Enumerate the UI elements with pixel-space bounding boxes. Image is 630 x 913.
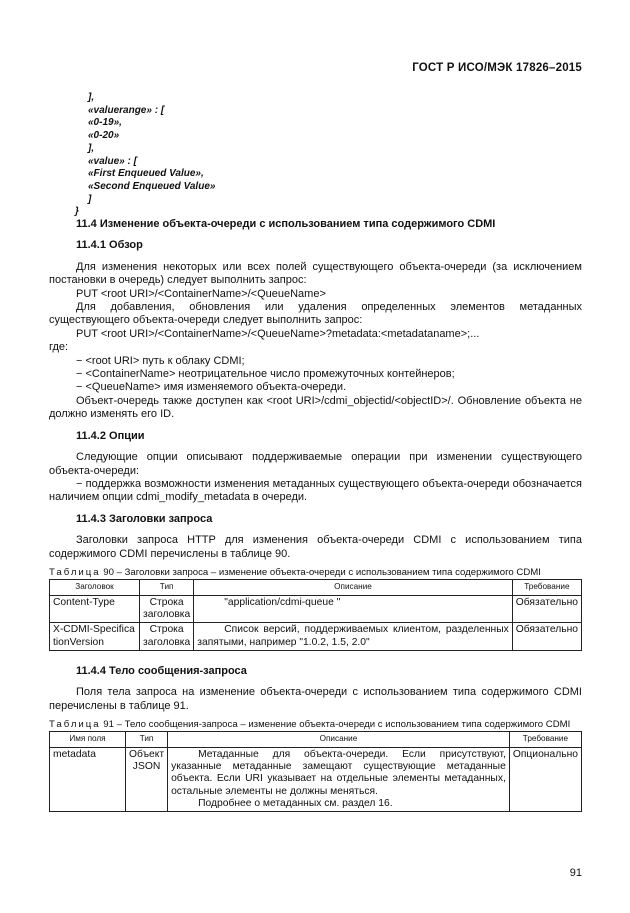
section-heading: 11.4 Изменение объекта-очереди с использованием типа содержимого CDMI [76, 218, 496, 230]
cell-requirement: Опционально [509, 747, 581, 811]
list-item: − <ContainerName> неотрицательное число промежуточных контейнеров; [76, 368, 455, 381]
list-item: − <QueueName> имя изменяемого объекта-очереди. [76, 381, 347, 394]
cell-header-name: X-CDMI-SpecificationVersion [50, 623, 140, 651]
code-line: «0-20» [88, 130, 120, 142]
code-line: ], [88, 142, 95, 154]
paragraph: Следующие опции описывают поддерживаемые операции при изменении существующего объекта-очереди: [49, 451, 582, 477]
list-item: − поддержка возможности изменения метаданных существующего объекта-очереди обозначается наличием опции cdmi_modify_metadata в очереди. [49, 477, 582, 504]
cell-type: Объект JSON [126, 747, 168, 811]
description-note: Подробнее о метаданных см. раздел 16. [198, 797, 393, 809]
section-heading: 11.4.3 Заголовки запроса [76, 512, 213, 525]
document-header: ГОСТ Р ИСО/МЭК 17826–2015 [412, 62, 582, 74]
list-item: − <root URI> путь к облаку CDMI; [76, 354, 245, 367]
paragraph: Для изменения некоторых или всех полей существующего объекта-очереди (за исключением постановки в очередь) следует выполнить запрос: [49, 260, 582, 287]
code-line: «Second Enqueued Value» [88, 180, 216, 192]
where-label: где: [49, 341, 69, 354]
code-close: } [75, 206, 79, 218]
paragraph: Заголовки запроса HTTP для изменения объекта-очереди CDMI с использованием типа содержимого CDMI перечислены в таблице 90. [49, 534, 582, 560]
code-line: «First Enqueued Value», [88, 168, 204, 180]
column-header: Требование [512, 580, 581, 595]
cell-description: Список версий, поддерживаемых клиентом, разделенных запятыми, например "1.0.2, 1.5, 2.0" [194, 623, 513, 651]
cell-description: "application/cdmi-queue " [194, 595, 513, 623]
table-caption-prefix: Таблица [49, 719, 101, 731]
cell-requirement: Обязательно [512, 595, 581, 623]
table-caption-text: 90 – Заголовки запроса – изменение объекта-очереди с использованием типа содержимого CDMI [103, 566, 541, 578]
table-header-row [50, 732, 582, 747]
cell-header-name: Content-Type [50, 595, 140, 623]
request-line: PUT <root URI>/<ContainerName>/<QueueName> [76, 287, 326, 300]
cell-type: Строка заголовка [140, 595, 194, 623]
code-line: ] [88, 193, 92, 205]
description-text: Метаданные для объекта-очереди. Если присутствуют, указанные метаданные замещают существующие метаданные объекта. Если URI указывает на отдельные элементы метаданных, остальные элементы не должны меняться. [171, 748, 506, 797]
column-header: Имя поля [50, 732, 126, 747]
code-block [75, 92, 216, 219]
code-line: «0-19», [88, 117, 122, 129]
page-number: 91 [569, 867, 582, 879]
paragraph: Поля тела запроса на изменение объекта-очереди с использованием типа содержимого CDMI перечислены в таблице 91. [49, 686, 582, 712]
table-row [50, 747, 582, 811]
request-line: PUT <root URI>/<ContainerName>/<QueueName>?metadata:<metadataname>;... [76, 327, 480, 340]
section-heading: 11.4.2 Опции [76, 429, 145, 442]
cell-type: Строка заголовка [140, 623, 194, 651]
table-header-row [50, 580, 582, 595]
table-caption [49, 718, 582, 731]
column-header: Описание [168, 732, 510, 747]
column-header: Тип [140, 580, 194, 595]
cell-description [168, 747, 510, 811]
table-caption-text: 91 – Тело сообщения-запроса – изменение объекта-очереди с использованием типа содержимого CDMI [103, 719, 571, 731]
table-row [50, 595, 582, 623]
column-header: Описание [194, 580, 513, 595]
cell-field-name: metadata [50, 747, 126, 811]
column-header: Заголовок [50, 580, 140, 595]
code-line: ], [88, 92, 95, 103]
section-heading: 11.4.4 Тело сообщения-запроса [76, 664, 247, 677]
cell-requirement: Обязательно [512, 623, 581, 651]
table-caption-prefix: Таблица [49, 566, 101, 578]
paragraph: Для добавления, обновления или удаления определенных элементов метаданных существующего объекта-очереди следует выполнить запрос: [49, 301, 582, 327]
table-caption [49, 566, 582, 579]
table-91 [49, 731, 582, 812]
main-content [49, 218, 582, 812]
column-header: Тип [126, 732, 168, 747]
table-row [50, 623, 582, 651]
paragraph: Объект-очередь также доступен как <root URI>/cdmi_objectid/<objectID>/. Обновление объекта не должно изменять его ID. [49, 394, 582, 421]
code-line: «valuerange» : [ [88, 104, 165, 116]
code-line: «value» : [ [88, 155, 137, 167]
table-90 [49, 579, 582, 650]
column-header: Требование [509, 732, 581, 747]
section-heading: 11.4.1 Обзор [76, 239, 143, 252]
